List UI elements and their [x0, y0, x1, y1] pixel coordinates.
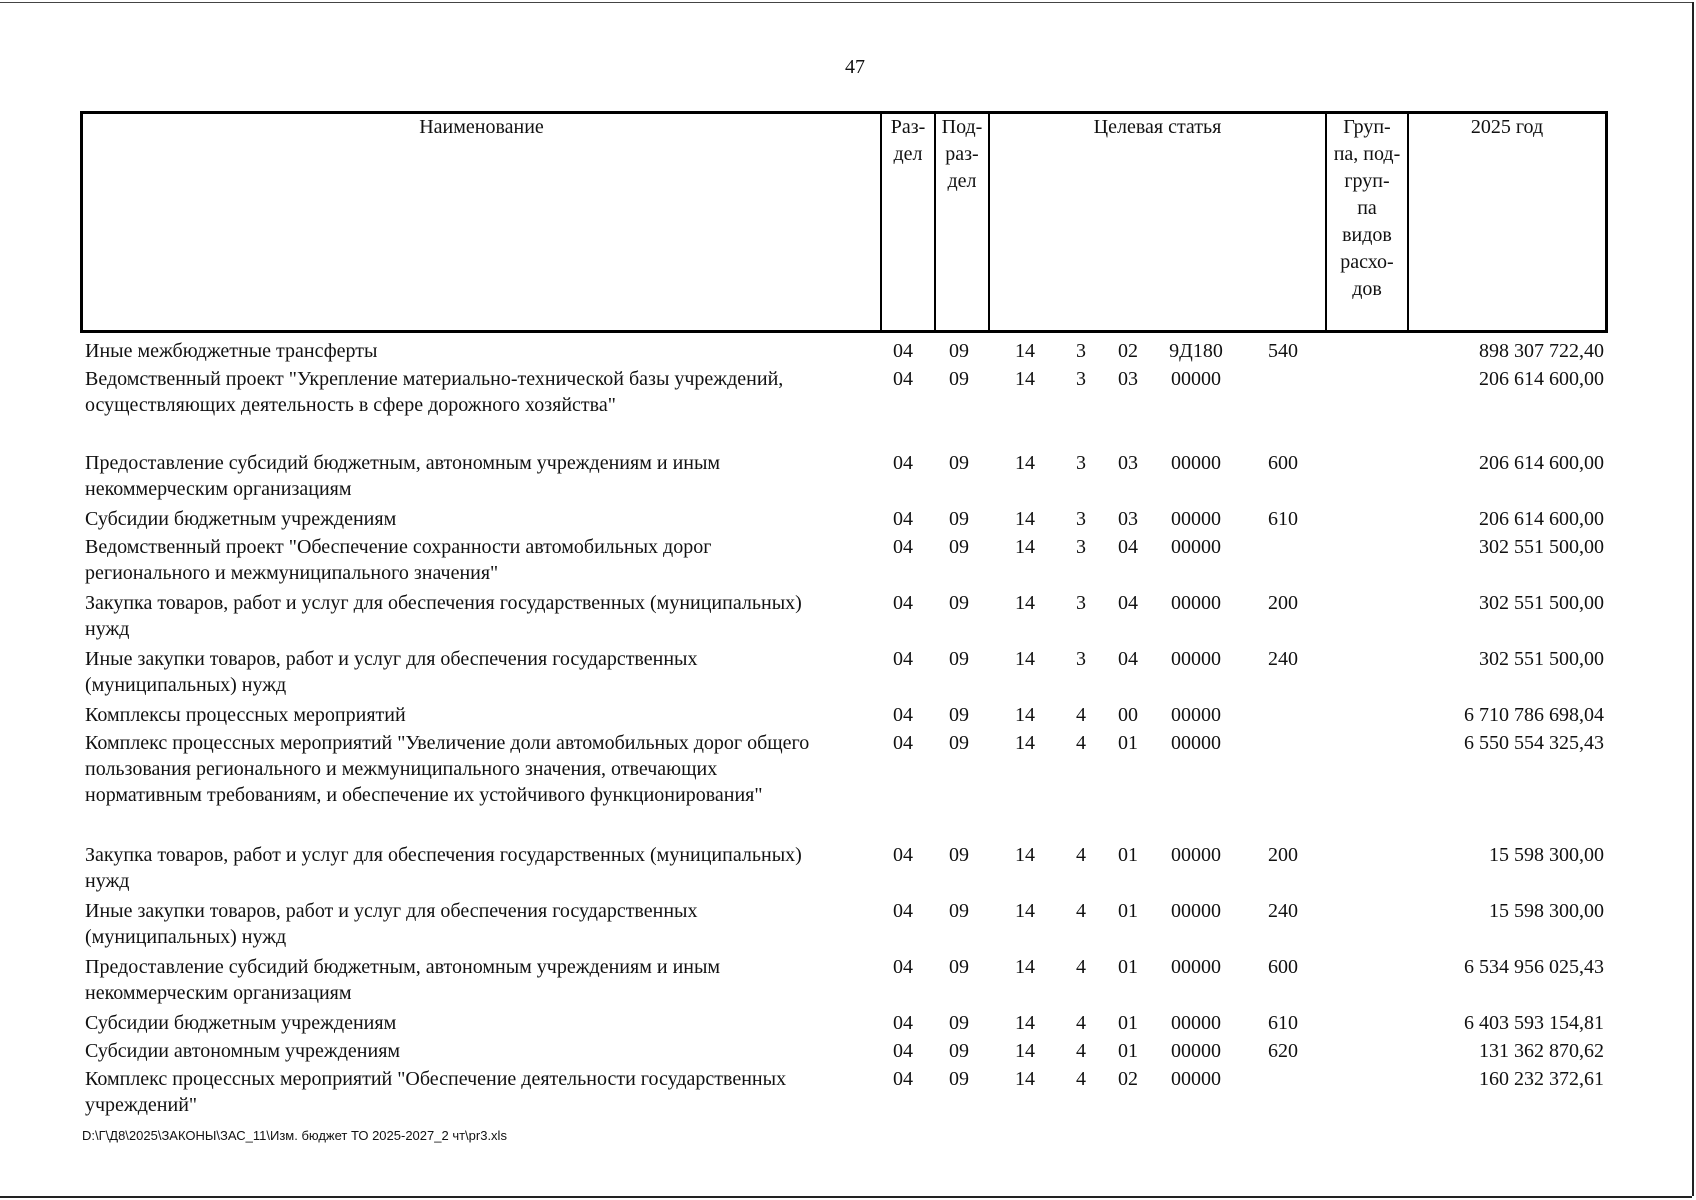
target-part-2: 3: [1076, 592, 1086, 614]
target-part-1: 14: [1015, 368, 1035, 390]
target-part-4: 00000: [1171, 452, 1221, 474]
target-part-4: 00000: [1171, 368, 1221, 390]
row-name-line: некоммерческим организациям: [85, 982, 352, 1004]
row-name-line: регионального и межмуниципального значения": [85, 562, 499, 584]
target-part-2: 3: [1076, 508, 1086, 530]
expense-type-cell: 600: [1268, 956, 1298, 978]
row-name: [85, 842, 875, 894]
row-name-line: нормативным требованиям, и обеспечение их устойчивого функционирования": [85, 784, 763, 806]
razdel-cell: 04: [893, 844, 913, 866]
target-part-1: 14: [1015, 900, 1035, 922]
row-name: [85, 1038, 875, 1064]
target-part-2: 4: [1076, 704, 1086, 726]
row-name-line: Ведомственный проект "Укрепление материально-технической базы учреждений,: [85, 368, 784, 390]
target-part-2: 4: [1076, 956, 1086, 978]
target-part-1: 14: [1015, 844, 1035, 866]
row-name-line: Ведомственный проект "Обеспечение сохранности автомобильных дорог: [85, 536, 712, 558]
target-part-1: 14: [1015, 1040, 1035, 1062]
target-part-3: 04: [1118, 536, 1138, 558]
amount-cell: 206 614 600,00: [1479, 452, 1604, 474]
target-part-3: 04: [1118, 592, 1138, 614]
row-name-line: (муниципальных) нужд: [85, 926, 287, 948]
row-name: [85, 954, 875, 1006]
row-name: [85, 534, 875, 586]
amount-cell: 131 362 870,62: [1479, 1040, 1604, 1062]
row-name-line: Субсидии бюджетным учреждениям: [85, 508, 397, 530]
podrazdel-cell: 09: [949, 536, 969, 558]
target-part-3: 03: [1118, 368, 1138, 390]
target-part-1: 14: [1015, 704, 1035, 726]
row-name: [85, 702, 875, 728]
row-name-line: Предоставление субсидий бюджетным, автономным учреждениям и иным: [85, 956, 721, 978]
target-part-4: 00000: [1171, 844, 1221, 866]
row-name-line: Иные закупки товаров, работ и услуг для обеспечения государственных: [85, 648, 698, 670]
amount-cell: 6 710 786 698,04: [1464, 704, 1604, 726]
row-name-line: пользования регионального и межмуниципального значения, отвечающих: [85, 758, 718, 780]
target-part-4: 00000: [1171, 536, 1221, 558]
razdel-cell: 04: [893, 1040, 913, 1062]
target-part-4: 00000: [1171, 1012, 1221, 1034]
header-vid-line: Груп-: [1343, 116, 1391, 138]
target-part-4: 00000: [1171, 508, 1221, 530]
amount-cell: 6 550 554 325,43: [1464, 732, 1604, 754]
header-vid-line: па, под-: [1333, 143, 1401, 165]
target-part-1: 14: [1015, 1068, 1035, 1090]
target-part-3: 01: [1118, 732, 1138, 754]
target-part-4: 00000: [1171, 732, 1221, 754]
razdel-cell: 04: [893, 704, 913, 726]
row-name-line: Комплекс процессных мероприятий "Обеспечение деятельности государственных: [85, 1068, 787, 1090]
target-part-3: 00: [1118, 704, 1138, 726]
header-target: Целевая статья: [1093, 116, 1222, 138]
razdel-cell: 04: [893, 900, 913, 922]
podrazdel-cell: 09: [949, 368, 969, 390]
header-razdel-line: дел: [893, 143, 923, 165]
row-name-line: Субсидии автономным учреждениям: [85, 1040, 401, 1062]
podrazdel-cell: 09: [949, 704, 969, 726]
target-part-4: 00000: [1171, 704, 1221, 726]
target-part-4: 00000: [1171, 1040, 1221, 1062]
target-part-2: 3: [1076, 648, 1086, 670]
razdel-cell: 04: [893, 592, 913, 614]
row-name-line: Комплексы процессных мероприятий: [85, 704, 406, 726]
target-part-3: 01: [1118, 844, 1138, 866]
target-part-1: 14: [1015, 340, 1035, 362]
target-part-2: 4: [1076, 1012, 1086, 1034]
razdel-cell: 04: [893, 508, 913, 530]
row-name-line: учреждений": [85, 1094, 198, 1116]
podrazdel-cell: 09: [949, 340, 969, 362]
target-part-3: 02: [1118, 1068, 1138, 1090]
target-part-3: 01: [1118, 900, 1138, 922]
header-vid-line: груп-: [1344, 170, 1390, 192]
podrazdel-cell: 09: [949, 592, 969, 614]
target-part-1: 14: [1015, 732, 1035, 754]
target-part-2: 4: [1076, 900, 1086, 922]
row-name-line: (муниципальных) нужд: [85, 674, 287, 696]
row-name: [85, 1010, 875, 1036]
amount-cell: 302 551 500,00: [1479, 536, 1604, 558]
podrazdel-cell: 09: [949, 1012, 969, 1034]
podrazdel-cell: 09: [949, 900, 969, 922]
target-part-2: 4: [1076, 1068, 1086, 1090]
header-podrazdel-line: дел: [947, 170, 977, 192]
podrazdel-cell: 09: [949, 1068, 969, 1090]
amount-cell: 302 551 500,00: [1479, 648, 1604, 670]
row-name-line: Закупка товаров, работ и услуг для обеспечения государственных (муниципальных): [85, 592, 802, 614]
target-part-4: 00000: [1171, 648, 1221, 670]
target-part-1: 14: [1015, 508, 1035, 530]
podrazdel-cell: 09: [949, 732, 969, 754]
row-name-line: нужд: [85, 618, 130, 640]
target-part-4: 00000: [1171, 900, 1221, 922]
row-name: [85, 338, 875, 364]
file-path-footer: D:\Г\Д8\2025\ЗАКОНЫ\ЗАС_11\Изм. бюджет ТО 2025-2027_2 чт\pr3.xls: [82, 1128, 507, 1143]
row-name: [85, 646, 875, 698]
row-name: [85, 450, 875, 502]
amount-cell: 160 232 372,61: [1479, 1068, 1604, 1090]
razdel-cell: 04: [893, 452, 913, 474]
amount-cell: 15 598 300,00: [1489, 900, 1604, 922]
podrazdel-cell: 09: [949, 452, 969, 474]
target-part-4: 9Д180: [1169, 340, 1223, 362]
razdel-cell: 04: [893, 340, 913, 362]
expense-type-cell: 540: [1268, 340, 1298, 362]
amount-cell: 302 551 500,00: [1479, 592, 1604, 614]
razdel-cell: 04: [893, 732, 913, 754]
target-part-3: 04: [1118, 648, 1138, 670]
amount-cell: 206 614 600,00: [1479, 368, 1604, 390]
expense-type-cell: 240: [1268, 648, 1298, 670]
amount-cell: 206 614 600,00: [1479, 508, 1604, 530]
target-part-4: 00000: [1171, 592, 1221, 614]
row-name-line: осуществляющих деятельность в сфере дорожного хозяйства": [85, 394, 616, 416]
razdel-cell: 04: [893, 648, 913, 670]
podrazdel-cell: 09: [949, 648, 969, 670]
target-part-2: 3: [1076, 536, 1086, 558]
target-part-3: 01: [1118, 1040, 1138, 1062]
podrazdel-cell: 09: [949, 956, 969, 978]
amount-cell: 15 598 300,00: [1489, 844, 1604, 866]
header-vid-line: расхо-: [1340, 251, 1394, 273]
podrazdel-cell: 09: [949, 844, 969, 866]
target-part-1: 14: [1015, 536, 1035, 558]
razdel-cell: 04: [893, 536, 913, 558]
header-vid-line: дов: [1352, 278, 1382, 300]
razdel-cell: 04: [893, 956, 913, 978]
header-razdel-line: Раз-: [890, 116, 926, 138]
target-part-2: 4: [1076, 844, 1086, 866]
target-part-2: 4: [1076, 1040, 1086, 1062]
expense-type-cell: 610: [1268, 1012, 1298, 1034]
header-podrazdel-line: раз-: [945, 143, 979, 165]
row-name-line: Закупка товаров, работ и услуг для обеспечения государственных (муниципальных): [85, 844, 802, 866]
target-part-2: 3: [1076, 340, 1086, 362]
row-name-line: некоммерческим организациям: [85, 478, 352, 500]
expense-type-cell: 600: [1268, 452, 1298, 474]
row-name: [85, 366, 875, 418]
target-part-1: 14: [1015, 452, 1035, 474]
row-name: [85, 730, 875, 808]
row-name: [85, 506, 875, 532]
target-part-2: 4: [1076, 732, 1086, 754]
expense-type-cell: 620: [1268, 1040, 1298, 1062]
amount-cell: 6 403 593 154,81: [1464, 1012, 1604, 1034]
page-number: 47: [845, 56, 865, 78]
target-part-1: 14: [1015, 956, 1035, 978]
razdel-cell: 04: [893, 1012, 913, 1034]
target-part-1: 14: [1015, 1012, 1035, 1034]
target-part-3: 02: [1118, 340, 1138, 362]
row-name-line: нужд: [85, 870, 130, 892]
row-name-line: Иные закупки товаров, работ и услуг для обеспечения государственных: [85, 900, 698, 922]
razdel-cell: 04: [893, 368, 913, 390]
target-part-3: 01: [1118, 956, 1138, 978]
expense-type-cell: 240: [1268, 900, 1298, 922]
expense-type-cell: 610: [1268, 508, 1298, 530]
target-part-1: 14: [1015, 592, 1035, 614]
target-part-4: 00000: [1171, 956, 1221, 978]
target-part-2: 3: [1076, 452, 1086, 474]
target-part-3: 03: [1118, 452, 1138, 474]
row-name: [85, 898, 875, 950]
header-vid-line: видов: [1342, 224, 1392, 246]
row-name: [85, 590, 875, 642]
target-part-1: 14: [1015, 648, 1035, 670]
razdel-cell: 04: [893, 1068, 913, 1090]
expense-type-cell: 200: [1268, 592, 1298, 614]
target-part-2: 3: [1076, 368, 1086, 390]
row-name: [85, 1066, 875, 1118]
target-part-3: 03: [1118, 508, 1138, 530]
header-podrazdel-line: Под-: [941, 116, 983, 138]
target-part-4: 00000: [1171, 1068, 1221, 1090]
header-name: Наименование: [419, 116, 544, 138]
row-name-line: Иные межбюджетные трансферты: [85, 340, 378, 362]
target-part-3: 01: [1118, 1012, 1138, 1034]
header-year: 2025 год: [1470, 116, 1544, 138]
header-vid-line: па: [1357, 197, 1377, 219]
podrazdel-cell: 09: [949, 1040, 969, 1062]
row-name-line: Предоставление субсидий бюджетным, автономным учреждениям и иным: [85, 452, 721, 474]
podrazdel-cell: 09: [949, 508, 969, 530]
expense-type-cell: 200: [1268, 844, 1298, 866]
row-name-line: Субсидии бюджетным учреждениям: [85, 1012, 397, 1034]
amount-cell: 898 307 722,40: [1479, 340, 1604, 362]
row-name-line: Комплекс процессных мероприятий "Увеличение доли автомобильных дорог общего: [85, 732, 810, 754]
amount-cell: 6 534 956 025,43: [1464, 956, 1604, 978]
